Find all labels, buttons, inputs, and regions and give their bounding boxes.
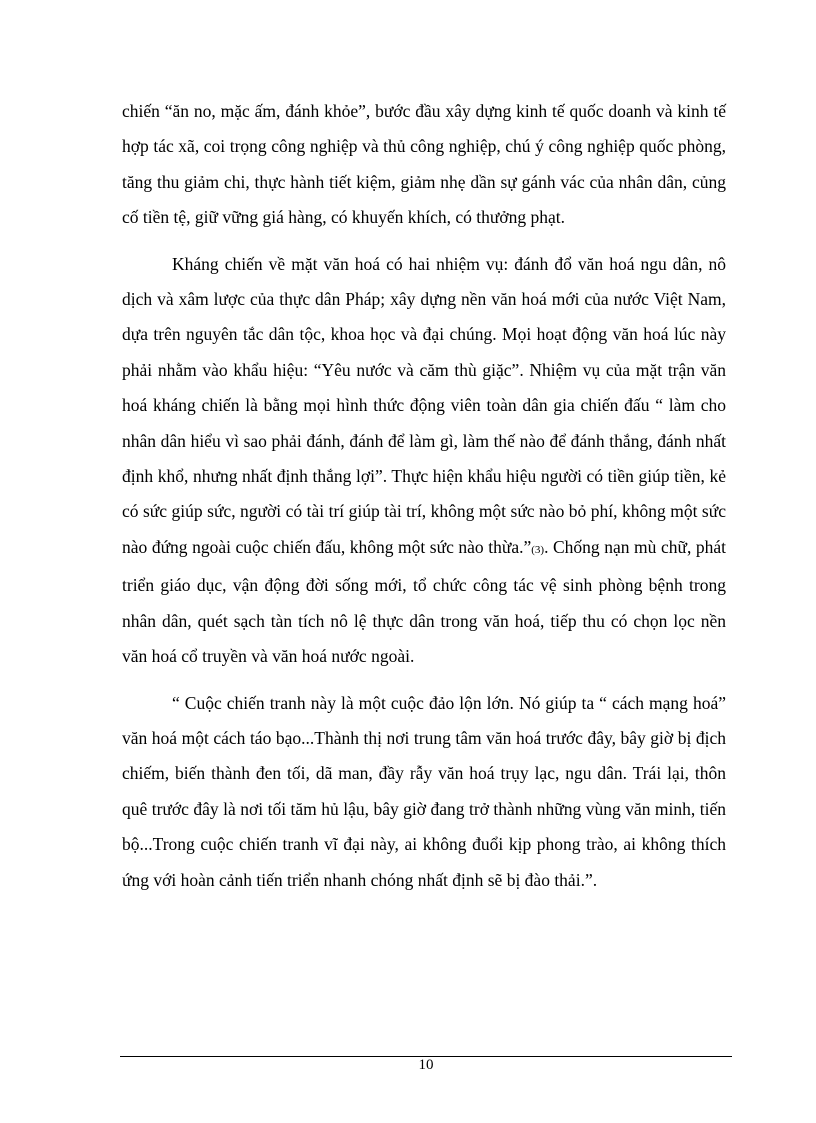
paragraph-economy-continuation: chiến “ăn no, mặc ấm, đánh khỏe”, bước đầu xây dựng kinh tế quốc doanh và kinh tế hợp tác xã, coi trọng công nghiệp và thủ công nghiệp, chú ý công nghiệp quốc phòng, tăng thu giảm chi, thực hành tiết kiệm, giảm nhẹ dần sự gánh vác của nhân dân, củng cố tiền tệ, giữ vững giá hàng, có khuyến khích, có thưởng phạt.: [122, 101, 726, 228]
footnote-reference: (3): [531, 543, 545, 556]
paragraph-culture-resistance: [122, 247, 726, 675]
paragraph-culture-text-before-ref: Kháng chiến về mặt văn hoá có hai nhiệm vụ: đánh đổ văn hoá ngu dân, nô dịch và xâm lược của thực dân Pháp; xây dựng nền văn hoá mới của nước Việt Nam, dựa trên nguyên tắc dân tộc, khoa học và đại chúng. Mọi hoạt động văn hoá lúc này phải nhằm vào khẩu hiệu: “Yêu nước và căm thù giặc”. Nhiệm vụ của mặt trận văn hoá kháng chiến là bằng mọi hình thức động viên toàn dân gia chiến đấu “ làm cho nhân dân hiểu vì sao phải đánh, đánh để làm gì, làm thế nào để đánh thắng, đánh nhất định khổ, nhưng nhất định thắng lợi”. Thực hiện khẩu hiệu người có tiền giúp tiền, kẻ có sức giúp sức, người có tài trí giúp tài trí, không một sức nào bỏ phí, không một sức nào đứng ngoài cuộc chiến đấu, không một sức nào thừa.”: [122, 253, 726, 557]
body-text: [122, 94, 726, 909]
paragraph-war-quote: “ Cuộc chiến tranh này là một cuộc đảo lộn lớn. Nó giúp ta “ cách mạng hoá” văn hoá một cách táo bạo...Thành thị nơi trung tâm văn hoá trước đây, bây giờ bị địch chiếm, biến thành đen tối, dã man, đầy rẫy văn hoá trụy lạc, ngu dân. Trái lại, thôn quê trước đây là nơi tối tăm hủ lậu, bây giờ đang trở thành những vùng văn minh, tiến bộ...Trong cuộc chiến tranh vĩ đại này, ai không đuổi kịp phong trào, ai không thích ứng với hoàn cảnh tiến triển nhanh chóng nhất định sẽ bị đào thải.”.: [122, 692, 726, 890]
paragraph-culture-text-after-ref: . Chống nạn mù chữ, phát triển giáo dục, vận động đời sống mới, tổ chức công tác vệ sinh phòng bệnh trong nhân dân, quét sạch tàn tích nô lệ thực dân trong văn hoá, tiếp thu có chọn lọc nền văn hoá cổ truyền và văn hoá nước ngoài.: [122, 536, 726, 667]
page-number: 10: [418, 1057, 434, 1073]
